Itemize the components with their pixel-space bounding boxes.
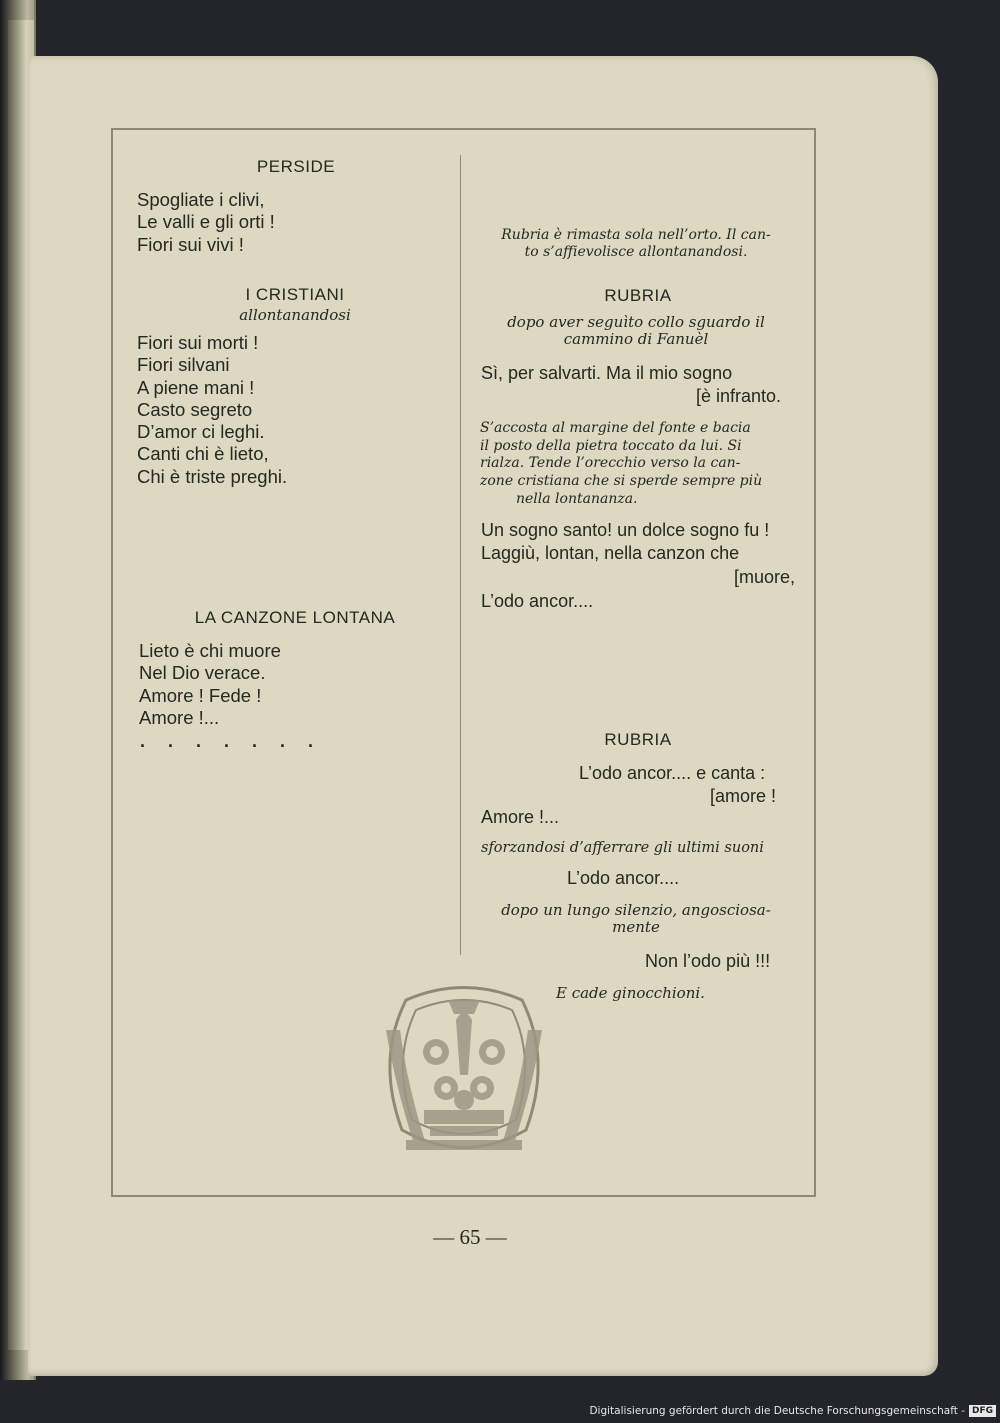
verse-line: Sì, per salvarti. Ma il mio sogno bbox=[481, 363, 733, 383]
verse-canzone bbox=[139, 640, 281, 729]
stage-direction-rubria-1 bbox=[476, 314, 796, 348]
stage-direction-cristiani: allontanandosi bbox=[239, 306, 351, 324]
verse-line: L’odo ancor.... e canta : bbox=[579, 763, 766, 783]
verse-line: L’odo ancor.... bbox=[481, 591, 594, 611]
verse-continuation: [è infranto. bbox=[696, 386, 782, 406]
verse-line: Nel Dio verace. bbox=[139, 662, 266, 684]
verse-line: Lieto è chi muore bbox=[139, 640, 281, 661]
verse-line: Canti chi è lieto, bbox=[137, 443, 269, 465]
direction-line: zone cristiana che si sperde sempre più bbox=[480, 473, 763, 490]
verse-line: Le valli e gli orti ! bbox=[137, 211, 275, 233]
verse-continuation: [amore ! bbox=[710, 786, 777, 806]
column-divider bbox=[460, 155, 461, 955]
stage-direction-1 bbox=[476, 227, 796, 261]
heading-rubria-2: RUBRIA bbox=[604, 730, 672, 749]
verse-line: Amore !... bbox=[139, 706, 220, 728]
verse-line: Amore !... bbox=[481, 807, 560, 827]
direction-line: Rubria è rimasta sola nell’orto. Il can- bbox=[501, 227, 771, 243]
stage-direction-3: sforzandosi d’afferrare gli ultimi suoni bbox=[481, 840, 764, 856]
verse-line: Spogliate i clivi, bbox=[137, 189, 265, 210]
heading-rubria-1: RUBRIA bbox=[604, 286, 672, 305]
verse-continuation: [muore, bbox=[734, 567, 796, 587]
verse-perside bbox=[137, 189, 275, 256]
verse-line: Non l’odo più !!! bbox=[645, 951, 771, 971]
ellipsis-dots: . . . . . . . bbox=[140, 731, 323, 751]
verse-line: Amore ! Fede ! bbox=[139, 684, 262, 706]
direction-line: nella lontananza. bbox=[516, 490, 638, 507]
heading-canzone-lontana: LA CANZONE LONTANA bbox=[194, 608, 396, 627]
heading-cristiani: I CRISTIANI bbox=[245, 285, 345, 304]
dfg-logo: DFG bbox=[969, 1405, 996, 1417]
heading-perside: PERSIDE bbox=[256, 157, 336, 176]
footer-text: Digitalisierung gefördert durch die Deutsche Forschungsgemeinschaft - bbox=[589, 1405, 965, 1417]
page-number: — 65 — bbox=[433, 1225, 507, 1249]
direction-line: mente bbox=[612, 918, 660, 936]
verse-line: Fiori sui morti ! bbox=[137, 332, 259, 353]
stage-direction-2 bbox=[480, 420, 762, 509]
direction-line: to s’affievolisce allontanandosi. bbox=[524, 244, 748, 260]
verse-line: L’odo ancor.... bbox=[567, 868, 680, 888]
direction-line: il posto della pietra toccato da lui. Si bbox=[480, 437, 742, 454]
direction-line: S’accosta al margine del fonte e bacia bbox=[480, 420, 751, 436]
digitization-footer bbox=[589, 1405, 996, 1417]
verse-line: D’amor ci leghi. bbox=[137, 421, 265, 443]
verse-line: Casto segreto bbox=[137, 398, 253, 420]
ornament-vignette-icon bbox=[376, 980, 552, 1170]
verse-line: Laggiù, lontan, nella canzon che bbox=[481, 543, 740, 563]
verse-line: Un sogno santo! un dolce sogno fu ! bbox=[481, 520, 770, 540]
verse-line: Fiori silvani bbox=[137, 354, 230, 376]
verse-line: A piene mani ! bbox=[137, 376, 255, 398]
stage-direction-4 bbox=[476, 902, 796, 936]
direction-line: cammino di Fanuèl bbox=[563, 330, 709, 348]
direction-line: dopo aver seguìto collo sguardo il bbox=[507, 313, 765, 331]
verse-cristiani bbox=[137, 332, 287, 488]
verse-line: Chi è triste preghi. bbox=[137, 465, 288, 487]
direction-line: dopo un lungo silenzio, angosciosa- bbox=[501, 901, 771, 919]
verse-line: Fiori sui vivi ! bbox=[137, 233, 244, 255]
direction-line: rialza. Tende l’orecchio verso la can- bbox=[480, 455, 741, 472]
final-stage-direction: E cade ginocchioni. bbox=[556, 984, 705, 1002]
